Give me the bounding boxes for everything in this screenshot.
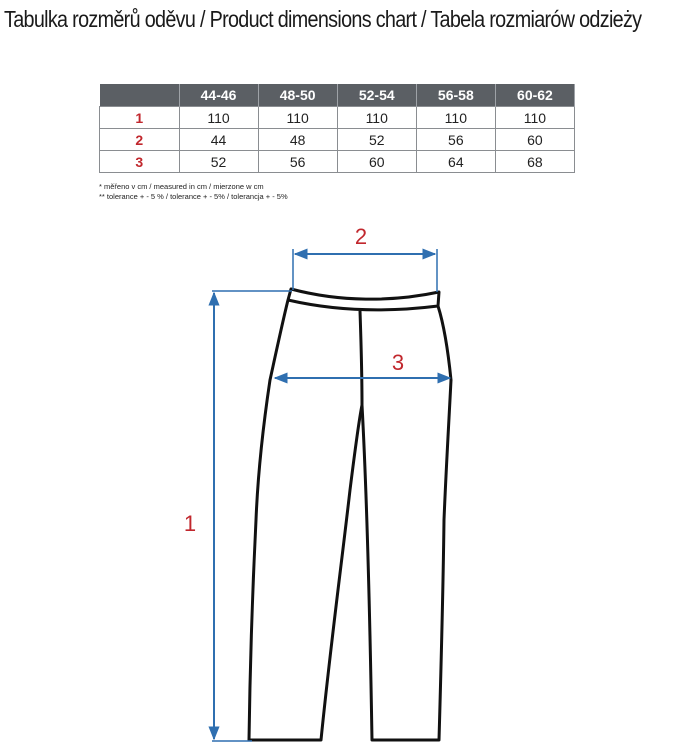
measure-2-label: 2 (354, 224, 368, 249)
table-cell: 110 (416, 107, 495, 129)
left-leg (249, 300, 362, 740)
trousers-outline (249, 289, 451, 740)
table-cell: 56 (258, 151, 337, 173)
table-cell: 60 (495, 129, 574, 151)
row-label: 1 (100, 107, 180, 129)
table-cell: 110 (337, 107, 416, 129)
right-leg (362, 306, 451, 740)
table-cell: 64 (416, 151, 495, 173)
measure-2 (293, 224, 437, 292)
table-cell: 52 (179, 151, 258, 173)
table-cell: 110 (179, 107, 258, 129)
row-label: 2 (100, 129, 180, 151)
table-cell: 110 (495, 107, 574, 129)
column-header: 56-58 (416, 84, 495, 107)
table-cell: 48 (258, 129, 337, 151)
measure-1-label: 1 (183, 511, 197, 536)
center-seam (360, 311, 362, 405)
table-cell: 56 (416, 129, 495, 151)
column-header: 48-50 (258, 84, 337, 107)
column-header: 52-54 (337, 84, 416, 107)
page-title: Tabulka rozměrů oděvu / Product dimensions chart / Tabela rozmiarów odzieży (4, 6, 642, 32)
table-cell: 110 (258, 107, 337, 129)
note-measured-in-cm: * měřeno v cm / measured in cm / mierzone w cm (99, 182, 264, 191)
note-tolerance: ** tolerance + - 5 % / tolerance + - 5% / tolerancja + - 5% (99, 192, 288, 201)
table-cell: 52 (337, 129, 416, 151)
row-label: 3 (100, 151, 180, 173)
table-cell: 44 (179, 129, 258, 151)
column-header: 44-46 (179, 84, 258, 107)
table-cell: 68 (495, 151, 574, 173)
waistband (288, 289, 439, 310)
column-header: 60-62 (495, 84, 574, 107)
measure-3-label: 3 (391, 350, 405, 375)
table-cell: 60 (337, 151, 416, 173)
